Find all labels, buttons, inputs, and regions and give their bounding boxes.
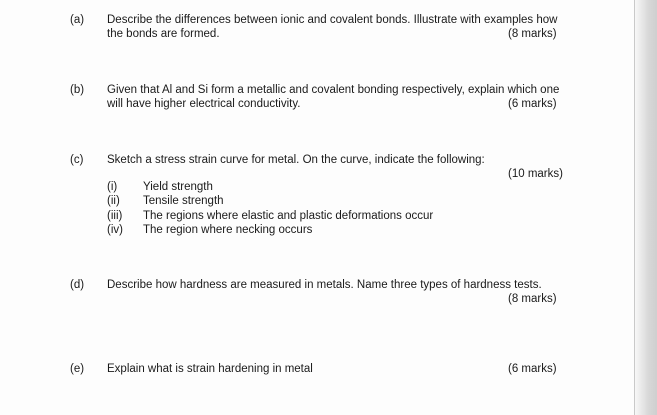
question-line: Describe the differences between ionic and covalent bonds. Illustrate with examples how xyxy=(107,14,558,26)
question-label: (c) xyxy=(70,154,84,166)
subitem-text: Tensile strength xyxy=(143,195,224,208)
question-line: Sketch a stress strain curve for metal. On the curve, indicate the following: xyxy=(107,154,485,166)
question-label: (a) xyxy=(70,14,85,26)
question-line: will have higher electrical conductivity. xyxy=(107,98,301,110)
question-text xyxy=(107,278,597,292)
subitem-number: (iv) xyxy=(107,223,123,236)
marks-label: (10 marks) xyxy=(508,168,563,180)
subitem-text: The region where necking occurs xyxy=(143,223,313,236)
question-line: the bonds are formed. xyxy=(107,28,220,40)
subitem-text: Yield strength xyxy=(143,181,213,193)
subitem-number: (ii) xyxy=(107,195,120,208)
page-edge-shadow xyxy=(635,0,657,415)
question-line: Explain what is strain hardening in metal xyxy=(107,363,313,375)
marks-label: (8 marks) xyxy=(508,28,557,40)
question-label: (e) xyxy=(70,363,85,375)
question-text xyxy=(107,153,597,167)
subitem-number: (i) xyxy=(107,181,118,193)
question-line: Given that Al and Si form a metallic and covalent bonding respectively, explain which one xyxy=(107,84,560,96)
marks-label: (6 marks) xyxy=(508,363,557,375)
question-label: (d) xyxy=(70,279,85,291)
subitem-text: The regions where elastic and plastic deformations occur xyxy=(143,209,434,222)
subitem-number: (iii) xyxy=(107,209,123,222)
question-line: Describe how hardness are measured in metals. Name three types of hardness tests. xyxy=(107,279,542,291)
marks-label: (8 marks) xyxy=(508,293,557,305)
marks-label: (6 marks) xyxy=(508,98,557,110)
question-label: (b) xyxy=(70,84,85,96)
